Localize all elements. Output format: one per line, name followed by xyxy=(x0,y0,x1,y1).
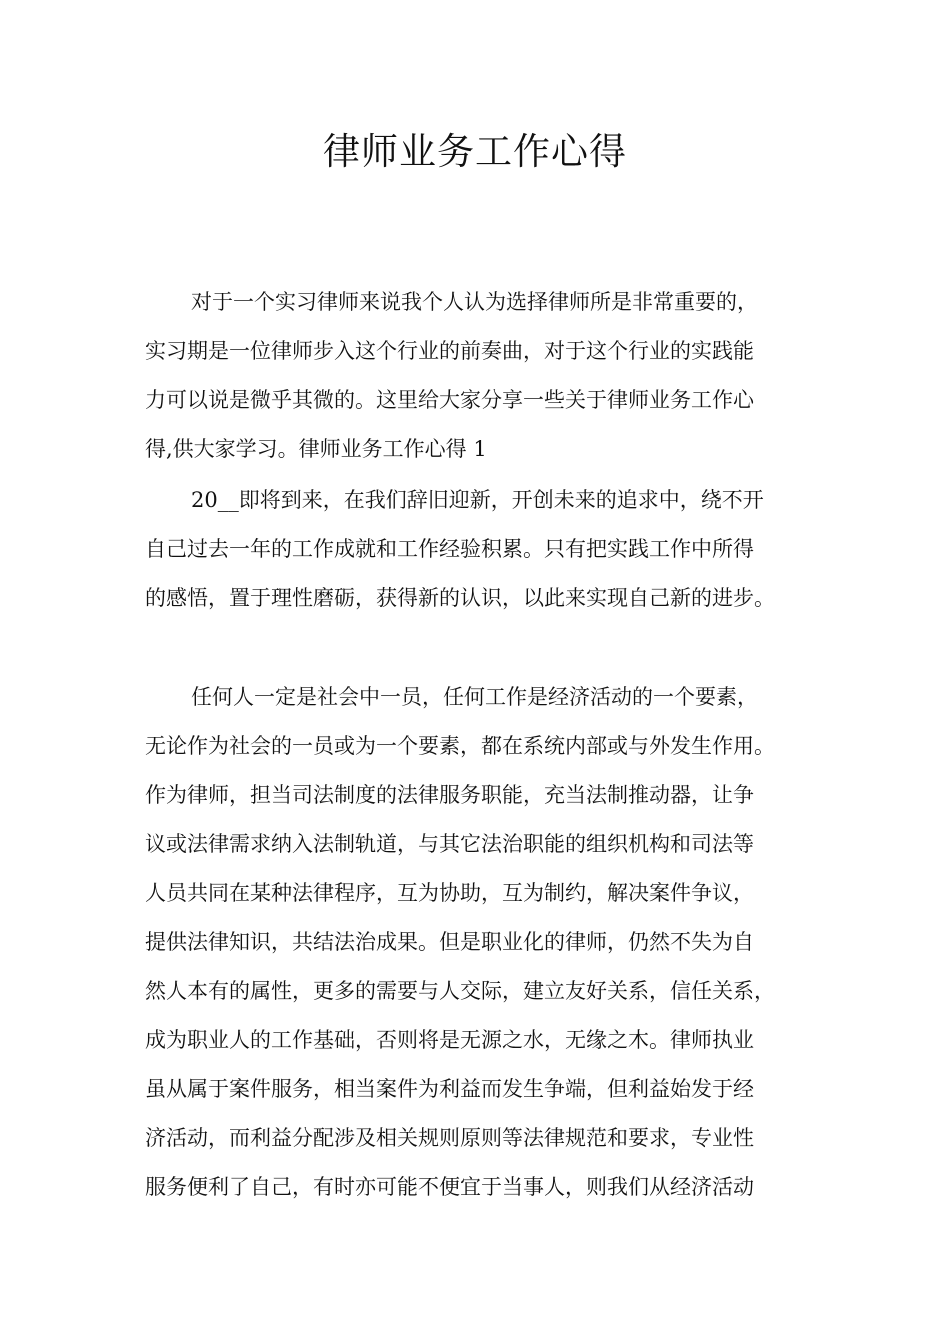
paragraph-2 xyxy=(145,476,810,623)
text-line: 得,供大家学习。律师业务工作心得 1 xyxy=(145,437,487,461)
text-line: 提供法律知识，共结法治成果。但是职业化的律师，仍然不失为自 xyxy=(145,930,754,954)
text-line: 无论作为社会的一员或为一个要素，都在系统内部或与外发生作用。 xyxy=(145,734,775,758)
text-line: 然人本有的属性，更多的需要与人交际，建立友好关系，信任关系， xyxy=(145,979,775,1003)
text-line: 虽从属于案件服务，相当案件为利益而发生争端，但利益始发于经 xyxy=(145,1077,754,1101)
text-line: 任何人一定是社会中一员，任何工作是经济活动的一个要素， xyxy=(191,685,758,709)
text-line: 人员共同在某种法律程序，互为协助，互为制约，解决案件争议， xyxy=(145,881,754,905)
text-line: 议或法律需求纳入法制轨道，与其它法治职能的组织机构和司法等 xyxy=(145,832,754,856)
text-line: 20__即将到来，在我们辞旧迎新，开创未来的追求中，绕不开 xyxy=(191,488,764,512)
paragraph-1 xyxy=(145,278,810,474)
text-line: 济活动，而利益分配涉及相关规则原则等法律规范和要求，专业性 xyxy=(145,1126,754,1150)
text-line: 成为职业人的工作基础，否则将是无源之水，无缘之木。律师执业 xyxy=(145,1028,754,1052)
text-line: 自己过去一年的工作成就和工作经验积累。只有把实践工作中所得 xyxy=(145,537,754,561)
document-title: 律师业务工作心得 xyxy=(323,130,627,173)
text-line: 实习期是一位律师步入这个行业的前奏曲，对于这个行业的实践能 xyxy=(145,339,754,363)
text-line: 服务便利了自己，有时亦可能不便宜于当事人，则我们从经济活动 xyxy=(145,1175,754,1199)
text-line: 的感悟，置于理性磨砺，获得新的认识，以此来实现自己新的进步。 xyxy=(145,586,775,610)
text-line: 对于一个实习律师来说我个人认为选择律师所是非常重要的， xyxy=(191,290,758,314)
text-line: 力可以说是微乎其微的。这里给大家分享一些关于律师业务工作心 xyxy=(145,388,754,412)
text-line: 作为律师，担当司法制度的法律服务职能，充当法制推动器，让争 xyxy=(145,783,754,807)
paragraph-3 xyxy=(145,673,810,1212)
